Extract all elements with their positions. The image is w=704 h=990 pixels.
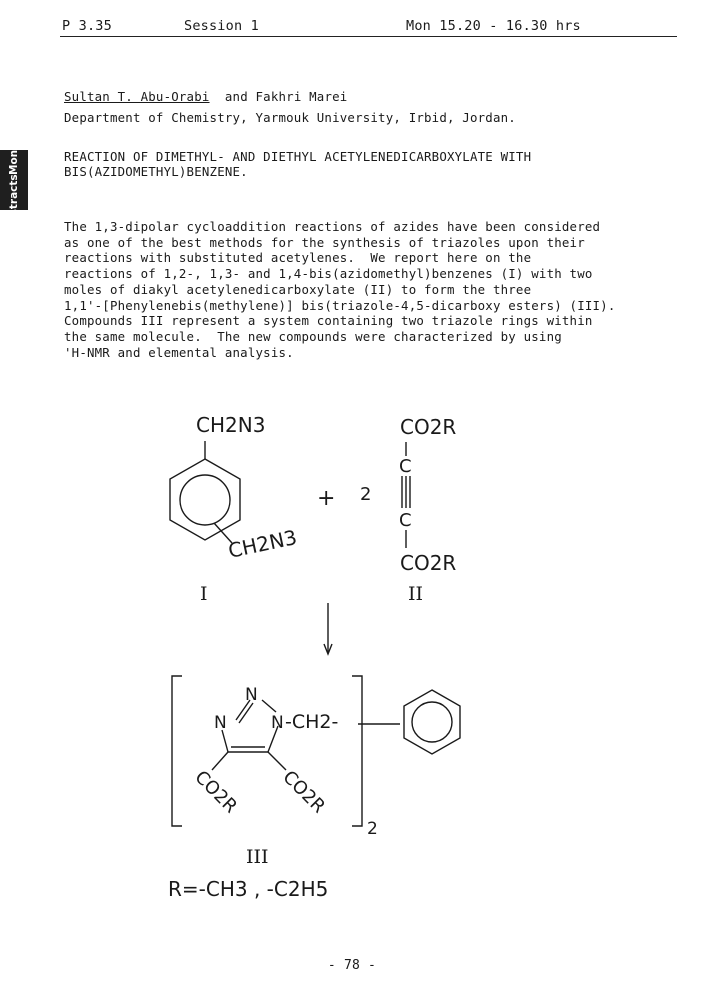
- abstract-line: reactions of 1,2-, 1,3- and 1,4-bis(azidomethyl)benzenes (I) with two: [64, 266, 593, 281]
- title-line-1: REACTION OF DIMETHYL- AND DIETHYL ACETYLENEDICARBOXYLATE WITH: [64, 149, 532, 164]
- co2r-bottom-label: CO2R: [400, 551, 457, 575]
- triazole-n-left: N: [214, 713, 227, 733]
- title-line-2: BIS(AZIDOMETHYL)BENZENE.: [64, 164, 248, 179]
- paper-code: P 3.35: [62, 18, 112, 34]
- compound-I-label: I: [200, 583, 208, 605]
- co2r-top-label: CO2R: [400, 415, 457, 439]
- bracket-subscript: 2: [367, 819, 378, 839]
- abstract-line: 'H-NMR and elemental analysis.: [64, 345, 294, 360]
- aromatic-circle-I: [180, 475, 230, 525]
- tab-line-1: Abstracts: [8, 174, 20, 232]
- c-n-bond: [222, 730, 228, 752]
- coefficient: 2: [360, 484, 372, 505]
- bond-ester-right: [268, 752, 286, 770]
- abstract-line: the same molecule. The new compounds were characterized by using: [64, 329, 562, 344]
- alkyne-carbon-2: C: [399, 510, 412, 531]
- session-label: Session 1: [184, 18, 259, 34]
- abstract-line: The 1,3-dipolar cycloaddition reactions of azides have been considered: [64, 219, 601, 234]
- ch2n3-side-label: CH2N3: [226, 524, 299, 563]
- presenting-author: Sultan T. Abu-Orabi: [64, 89, 210, 104]
- n-n-bond: [262, 700, 276, 712]
- ester-right-label: CO2R: [278, 766, 330, 818]
- abstract-line: moles of diakyl acetylenedicarboxylate (II) to form the three: [64, 282, 532, 297]
- plus-sign: +: [317, 486, 336, 511]
- tab-line-2: Monday: [8, 128, 20, 175]
- abstract-line: 1,1'-[Phenylenebis(methylene)] bis(triazole-4,5-dicarboxy esters) (III).: [64, 298, 616, 313]
- triazole-n-ring: N: [271, 713, 284, 733]
- left-bracket: [172, 676, 182, 826]
- alkyne-carbon-1: C: [399, 456, 412, 477]
- r-definition: R=-CH3 , -C2H5: [168, 877, 329, 901]
- abstract-line: reactions with substituted acetylenes. We report here on the: [64, 250, 532, 265]
- ch2-linker-label: -CH2-: [285, 711, 339, 733]
- compound-III-label: III: [246, 846, 269, 868]
- abstract-line: as one of the best methods for the synthesis of triazoles upon their: [64, 235, 585, 250]
- aromatic-circle-III: [412, 702, 452, 742]
- page-number: - 78 -: [327, 958, 377, 973]
- triazole-n-top: N: [245, 685, 258, 705]
- ester-left-label: CO2R: [190, 766, 242, 818]
- ch2n3-top-label: CH2N3: [196, 413, 266, 437]
- bond-ester-left: [212, 752, 228, 770]
- right-bracket: [352, 676, 362, 826]
- abstract-line: Compounds III represent a system containing two triazole rings within: [64, 313, 593, 328]
- affiliation: Department of Chemistry, Yarmouk University, Irbid, Jordan.: [64, 110, 516, 125]
- co-author: and Fakhri Marei: [224, 89, 348, 104]
- compound-II-label: II: [408, 583, 424, 605]
- session-time: Mon 15.20 - 16.30 hrs: [406, 18, 581, 34]
